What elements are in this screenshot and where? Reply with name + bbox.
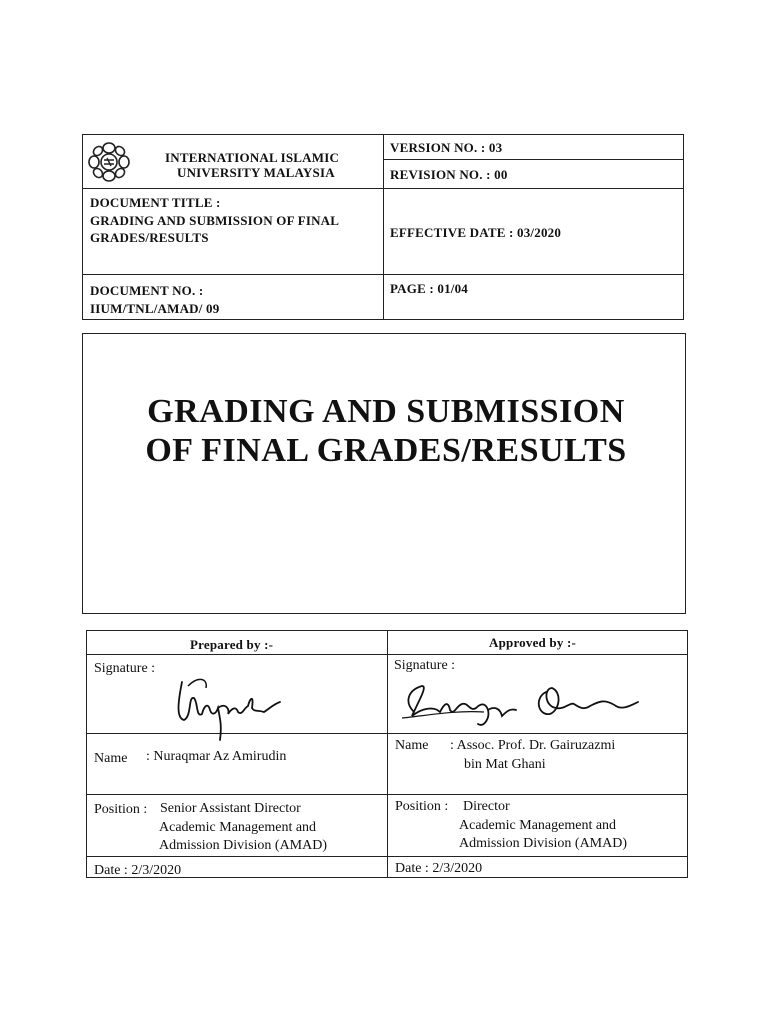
revision-number: REVISION NO. : 00 <box>390 167 508 182</box>
page-number: PAGE : 01/04 <box>390 281 468 296</box>
approved-position-line3: Admission Division (AMAD) <box>459 836 628 851</box>
approved-by-header: Approved by :- <box>489 635 577 650</box>
prepared-signature-image <box>168 668 288 748</box>
prepared-signature-label: Signature : <box>94 661 156 676</box>
approved-position-line1: Director <box>463 799 510 814</box>
document-number-value: IIUM/TNL/AMAD/ 09 <box>90 301 220 316</box>
prepared-position-line1: Senior Assistant Director <box>160 801 301 816</box>
approved-signature-image <box>394 672 644 734</box>
prepared-date: Date : 2/3/2020 <box>94 863 182 878</box>
institution-line1: INTERNATIONAL ISLAMIC <box>165 150 340 165</box>
approved-position-line2: Academic Management and <box>459 818 617 833</box>
approved-position-label: Position : <box>395 799 449 814</box>
main-title-line1: GRADING AND SUBMISSION <box>147 393 625 430</box>
document-title-line1: GRADING AND SUBMISSION OF FINAL <box>90 213 340 228</box>
document-number-label: DOCUMENT NO. : <box>90 283 204 298</box>
header-divider-vertical <box>383 134 384 320</box>
main-title-line2: OF FINAL GRADES/RESULTS <box>145 432 627 469</box>
approval-divider-vertical <box>387 630 388 878</box>
prepared-position-line2: Academic Management and <box>159 820 317 835</box>
header-divider-row1 <box>82 188 684 189</box>
approval-divider-header <box>86 654 688 655</box>
iium-logo-icon <box>86 140 132 184</box>
document-title-line2: GRADES/RESULTS <box>90 230 209 245</box>
approved-name-line2: bin Mat Ghani <box>464 757 546 772</box>
institution-line2: UNIVERSITY MALAYSIA <box>177 165 335 180</box>
prepared-name: : Nuraqmar Az Amirudin <box>146 749 287 764</box>
approved-date: Date : 2/3/2020 <box>395 861 483 876</box>
header-divider-row2 <box>82 274 684 275</box>
prepared-by-header: Prepared by :- <box>190 637 274 652</box>
prepared-position-line3: Admission Division (AMAD) <box>159 838 328 853</box>
approved-name-line1: : Assoc. Prof. Dr. Gairuzazmi <box>450 738 616 753</box>
approval-divider-name <box>86 794 688 795</box>
version-number: VERSION NO. : 03 <box>390 140 503 155</box>
title-box <box>82 333 686 614</box>
approved-signature-label: Signature : <box>394 658 456 673</box>
approval-divider-position <box>86 856 688 857</box>
approved-name-label: Name <box>395 738 429 753</box>
header-divider-version <box>383 159 684 160</box>
prepared-name-label: Name <box>94 751 128 766</box>
document-title-label: DOCUMENT TITLE : <box>90 195 221 210</box>
effective-date: EFFECTIVE DATE : 03/2020 <box>390 225 562 240</box>
prepared-position-label: Position : <box>94 802 148 817</box>
